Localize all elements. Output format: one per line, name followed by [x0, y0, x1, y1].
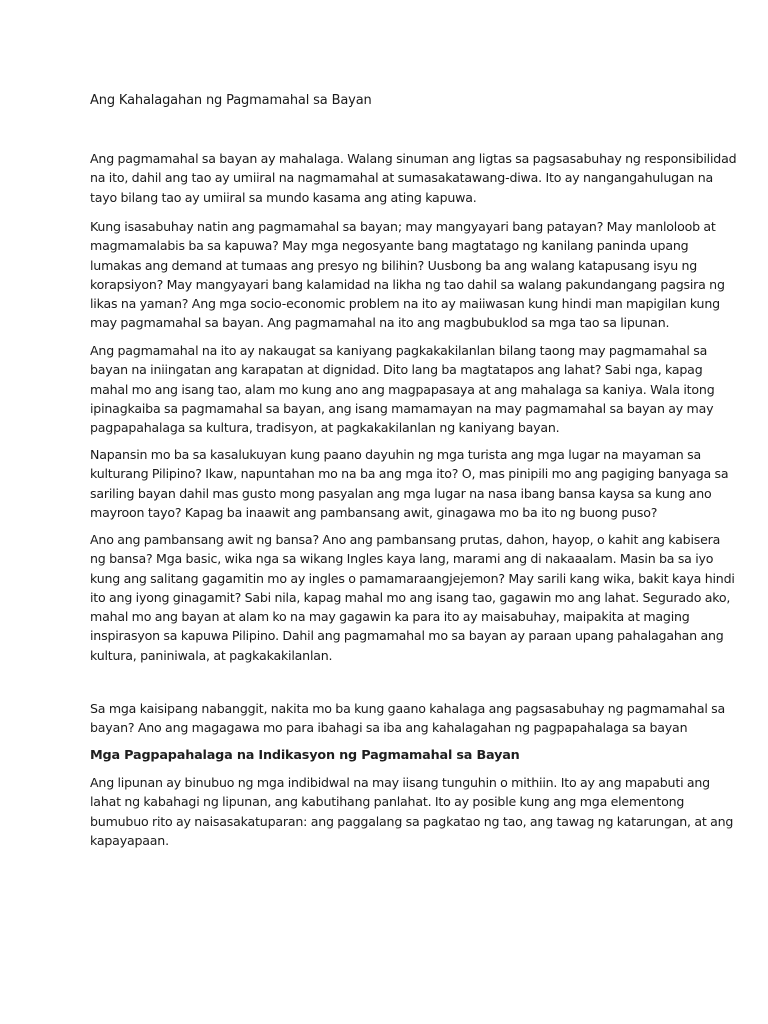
paragraph-4: [90, 445, 729, 522]
paragraph-line: Ang lipunan ay binubuo ng mga indibidwal na may iisang tunguhin o mithiin. Ito ay ang mapabuti ang: [90, 775, 710, 790]
paragraph-line: Sa mga kaisipang nabanggit, nakita mo ba kung gaano kahalaga ang pagsasabuhay ng pagmamahal sa: [90, 701, 726, 716]
section-heading: Mga Pagpapahalaga na Indikasyon ng Pagmamahal sa Bayan: [90, 748, 520, 763]
paragraph-line: pagpapahalaga sa kultura, tradisyon, at pagkakakilanlan ng kaniyang bayan.: [90, 420, 560, 436]
paragraph-line: sariling bayan dahil mas gusto mong pasyalan ang mga lugar na nasa ibang bansa kaysa sa kung ano: [90, 485, 712, 501]
paragraph-line: lumakas ang demand at tumaas ang presyo ng bilihin? Uusbong ba ang walang katapusang isyu ng: [90, 257, 698, 273]
paragraph-line: bumubuo rito ay naisasakatuparan: ang paggalang sa pagkatao ng tao, ang tawag ng katarungan, at ang: [90, 813, 734, 829]
paragraph-line: lahat ng kabahagi ng lipunan, ang kabutihang panlahat. Ito ay posible kung ang mga elementong: [90, 794, 685, 810]
paragraph-6: [90, 699, 726, 738]
paragraph-1: [90, 149, 737, 207]
paragraph-3: [90, 341, 715, 437]
paragraph-5: [90, 530, 735, 665]
paragraph-line: bayan? Ano ang magagawa mo para ibahagi sa iba ang kahalagahan ng pagpapahalaga sa bayan: [90, 720, 688, 736]
paragraph-line: kapayapaan.: [90, 832, 169, 848]
paragraph-line: ng bansa? Mga basic, wika nga sa wikang Ingles kaya lang, marami ang di nakaaalam. Masin ba sa iyo: [90, 551, 714, 567]
paragraph-line: inspirasyon sa kapuwa Pilipino. Dahil ang pagmamahal mo sa bayan ay paraan upang pahalagahan ang: [90, 628, 724, 644]
paragraph-line: ipinagkaiba sa pagmamahal sa bayan, ang isang mamamayan na may pagmamahal sa bayan ay may: [90, 400, 714, 416]
paragraph-line: tayo bilang tao ay umiiral sa mundo kasama ang ating kapuwa.: [90, 189, 477, 205]
paragraph-line: Kung isasabuhay natin ang pagmamahal sa bayan; may mangyayari bang patayan? May manloloob at: [90, 219, 716, 234]
paragraph-line: magmamalabis ba sa kapuwa? May mga negosyante bang magtatago ng kanilang paninda upang: [90, 238, 689, 254]
paragraph-line: Ang pagmamahal na ito ay nakaugat sa kaniyang pagkakakilanlan bilang taong may pagmamahal sa: [90, 343, 708, 358]
paragraph-line: kultura, paniniwala, at pagkakakilanlan.: [90, 647, 333, 663]
paragraph-line: kung ang salitang gagamitin mo ay ingles o pamamaraangjejemon? May sarili kang wika, bakit kaya hindi: [90, 570, 735, 586]
paragraph-line: mahal mo ang isang tao, alam mo kung ano ang magpapasaya at ang mahalaga sa kaniya. Wala itong: [90, 381, 715, 397]
paragraph-line: likas na yaman? Ang mga socio-economic problem na ito ay maiiwasan kung hindi man mapigilan kung: [90, 296, 720, 312]
paragraph-line: Napansin mo ba sa kasalukuyan kung paano dayuhin ng mga turista ang mga lugar na mayaman sa: [90, 447, 701, 462]
paragraph-line: korapsiyon? May mangyayari bang kalamidad na likha ng tao dahil sa walang pakundangang pagsira ng: [90, 276, 725, 292]
paragraph-line: kulturang Pilipino? Ikaw, napuntahan mo na ba ang mga ito? O, mas pinipili mo ang pagiging banyaga sa: [90, 466, 729, 482]
paragraph-line: mayroon tayo? Kapag ba inaawit ang pambansang awit, ginagawa mo ba ito ng buong puso?: [90, 504, 658, 520]
paragraph-line: Ang pagmamahal sa bayan ay mahalaga. Walang sinuman ang ligtas sa pagsasabuhay ng responsibilidad: [90, 151, 737, 166]
paragraph-line: Ano ang pambansang awit ng bansa? Ano ang pambansang prutas, dahon, hayop, o kahit ang kabisera: [90, 532, 721, 547]
paragraph-line: mahal mo ang bayan at alam ko na may gagawin ka para ito ay maisabuhay, maipakita at maging: [90, 609, 690, 625]
paragraph-line: na ito, dahil ang tao ay umiiral na nagmamahal at sumasakatawang-diwa. Ito ay nangangahulugan na: [90, 170, 714, 186]
paragraph-line: ito ang iyong ginagamit? Sabi nila, kapag mahal mo ang isang tao, gagawin mo ang lahat. Segurado ako,: [90, 589, 731, 605]
paragraph-line: bayan na iniingatan ang karapatan at dignidad. Dito lang ba magtatapos ang lahat? Sabi nga, kapag: [90, 362, 703, 378]
paragraph-2: [90, 217, 725, 333]
document-title: Ang Kahalagahan ng Pagmamahal sa Bayan: [90, 93, 372, 108]
paragraph-7: [90, 773, 734, 850]
paragraph-line: may pagmamahal sa bayan. Ang pagmamahal na ito ang magbubuklod sa mga tao sa lipunan.: [90, 315, 670, 331]
